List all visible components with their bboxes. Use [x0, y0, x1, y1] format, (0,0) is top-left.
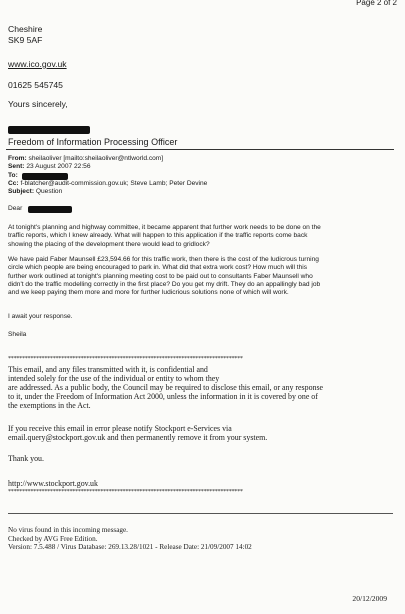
email-sent-row — [8, 163, 91, 170]
phone-number: 01625 545745 — [8, 80, 63, 90]
body-1-line: showing the placing of the development there would lead to gridlock? — [8, 240, 210, 248]
await-response: I await your response. — [8, 313, 73, 320]
cc-label: Cc: — [8, 180, 19, 187]
virus-notice-line: No virus found in this incoming message. — [8, 526, 128, 534]
redacted-addressee — [28, 206, 72, 213]
error-notice-line: email.query@stockport.gov.uk and then permanently remove it from your system. — [8, 433, 268, 443]
body-2-line: further work outlined at tonight's planning meeting cost to be paid out to consultants Faber Maunsell who — [8, 272, 313, 280]
virus-notice-line: Checked by AVG Free Edition. — [8, 534, 98, 543]
from-label: From: — [8, 155, 27, 162]
address-postcode: SK9 5AF — [8, 35, 43, 45]
sign-off-name: Sheila — [8, 331, 27, 338]
email-to-row — [8, 172, 18, 179]
council-url-link[interactable]: http://www.stockport.gov.uk — [8, 479, 98, 488]
body-1-line: traffic reports, which I knew already. What will happen to this application if the traffic reports come back — [8, 232, 308, 240]
email-cc-row — [8, 180, 207, 187]
body-2-line: circle which people are being encouraged to park in. What did that extra work cost? How much will this — [8, 264, 308, 272]
cc-value: f-blatcher@audit-commission.gov.uk; Steve Lamb; Peter Devine — [20, 180, 208, 187]
address-line-1: Cheshire — [8, 24, 43, 34]
email-from-row — [8, 155, 163, 162]
virus-notice-line: Version: 7.5.488 / Virus Database: 269.13.28/1021 - Release Date: 21/09/2007 14:02 — [8, 543, 252, 552]
body-2-line: We have paid Faber Maunsell £23,594.66 for this traffic work, then there is the cost of the ludicrous turning — [8, 256, 319, 263]
salutation: Dear — [8, 205, 23, 212]
subject-label: Subject: — [8, 188, 35, 195]
error-notice — [8, 424, 267, 442]
disclaimer-line: intended solely for the use of the individual or entity to whom they — [8, 374, 220, 384]
from-value: sheilaoliver [mailto:sheilaoliver@ntlworld.com] — [28, 155, 164, 162]
body-paragraph-2 — [8, 256, 388, 297]
body-2-line: didn't do the traffic modelling correctly in the first place? Do you get my drift. They do an appallingly bad job — [8, 280, 321, 288]
disclaimer-line: This email, and any files transmitted with it, is confidential and — [8, 365, 208, 374]
signature-title: Freedom of Information Processing Officer — [8, 137, 178, 147]
sent-value: 23 August 2007 22:56 — [26, 163, 91, 170]
redacted-name-block — [8, 126, 90, 134]
header-divider — [6, 149, 394, 150]
body-1-line: At tonight's planning and highway committee, it became apparent that further work needs to be done on the — [8, 224, 321, 231]
footer-divider — [8, 513, 393, 514]
separator-stars-top: ************************************************************************************ — [8, 355, 243, 362]
redacted-recipient — [22, 173, 68, 180]
confidentiality-disclaimer — [8, 365, 323, 410]
virus-scan-notice — [8, 526, 252, 552]
closing-text: Yours sincerely, — [8, 99, 68, 109]
subject-value: Question — [35, 188, 63, 195]
sent-label: Sent: — [8, 163, 25, 170]
error-notice-line: If you receive this email in error please notify Stockport e-Services via — [8, 424, 232, 433]
page-number: Page 2 of 2 — [356, 0, 397, 7]
disclaimer-line: the exemptions in the Act. — [8, 401, 91, 411]
body-2-line: and we keep paying them more and more for further ludicrious solutions none of which will work. — [8, 289, 289, 297]
disclaimer-line: are addressed. As a public body, the Council may be required to disclose this email, or any response — [8, 383, 324, 393]
print-date: 20/12/2009 — [352, 594, 387, 603]
to-label: To: — [8, 172, 18, 179]
thank-you: Thank you. — [8, 454, 44, 463]
email-subject-row — [8, 188, 62, 195]
body-paragraph-1 — [8, 224, 388, 249]
ico-website-link[interactable]: www.ico.gov.uk — [8, 59, 67, 69]
disclaimer-line: to it, under the Freedom of Information Act 2000, unless the information in it is covered by one of — [8, 392, 318, 402]
separator-stars-bottom: ************************************************************************************ — [8, 488, 243, 495]
